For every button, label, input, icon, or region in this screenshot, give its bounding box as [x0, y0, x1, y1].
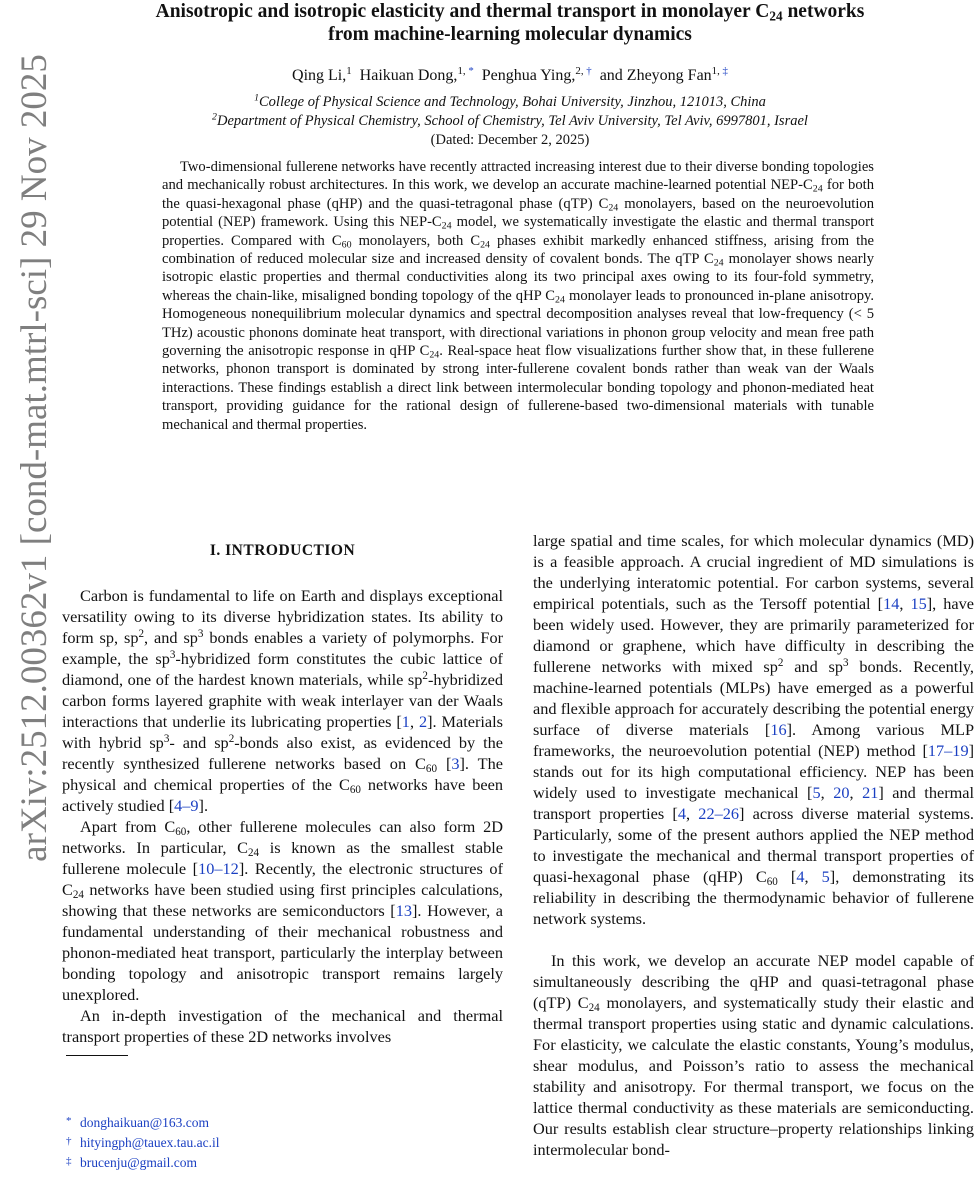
left-column [62, 540, 503, 1047]
title-line-1: Anisotropic and isotropic elasticity and thermal transport in monolayer C [155, 1, 770, 22]
footnote-link-dagger[interactable]: † [586, 65, 592, 78]
right-column [533, 530, 974, 1160]
footnote-item [66, 1132, 220, 1152]
section-heading-introduction: I. INTRODUCTION [209, 542, 356, 559]
intro-paragraph-3-continued: large spatial and time scales, for which molecular dynamics (MD) is a feasible approach. A crucial ingredient of MD simulations is the underlying interatomic potential. For carbon systems, several empirical potentials, such as the Tersoff potential [14, 15], have been widely used. However, they are primarily parameterized for diamond or graphene, which have difficulty in describing the fullerene networks with mixed $sp^2$ and $sp^3$ bonds. Recently, machine-learned potentials (MLPs) have emerged as a powerful and flexible approach for accurately describing the potential energy surface of diverse materials [16]. Among various MLP frameworks, the neuroevolution potential (NEP) method [17–19] stands out for its high computational efficiency. NEP has been widely used to investigate mechanical [5, 20, 21] and thermal transport properties [4, 22–26] across diverse material systems. Particularly, some of the present authors applied the NEP method to investigate the mechanical and thermal transport properties of quasi-hexagonal phase (qHP) $C_{60}$ [4, 5], demonstrating its reliability in describing the thermodynamic behavior of fullerene network systems. [533, 531, 975, 928]
footnote-mark: † [66, 1135, 72, 1147]
affiliation-text: College of Physical Science and Technology, Bohai University, Jinzhou, 121013, China [259, 94, 766, 110]
footnote-link-star[interactable]: * [468, 65, 474, 78]
citation-link[interactable]: 21 [862, 783, 879, 802]
citation-link[interactable]: 1 [401, 712, 410, 731]
citation-link[interactable]: 2 [418, 712, 428, 731]
author-affil-mark: 1 [346, 65, 352, 78]
citation-link[interactable]: 4–9 [174, 796, 199, 815]
author-affil-mark: 1, * [457, 65, 474, 78]
paper-title [40, 0, 980, 46]
affiliation-number: 1 [254, 92, 259, 104]
footnote-item [66, 1152, 220, 1172]
title-line-2: from machine-learning molecular dynamics [328, 24, 692, 45]
intro-paragraph-2: Apart from $C_{60}$, other fullerene molecules can also form 2D networks. In particular, $C_{24}$ is known as the smallest stable fullerene molecule [10–12]. Recently, the electronic structures of $C_{24}$ networks have been studied using first principles calculations, showing that these networks are semiconductors [13]. However, a fundamental understanding of their mechanical robustness and phonon-mediated heat transport, particularly the interplay between bonding topology and anisotropic transport remains largely unexplored. [62, 817, 503, 1004]
citation-link[interactable]: 20 [833, 783, 850, 802]
citation-link[interactable]: 4 [796, 867, 805, 886]
footnote-email-link[interactable]: brucenju@gmail.com [80, 1155, 198, 1170]
intro-paragraph-4: In this work, we develop an accurate NEP model capable of simultaneously describing the qHP and quasi-tetragonal phase (qTP) $C_{24}$ monolayers, and systematically study their elastic and thermal transport properties using static and dynamic calculations. For elasticity, we calculate the elastic constants, Young’s modulus, shear modulus, and Poisson’s ratio to assess the mechanical stability and anisotropy. For thermal transport, we focus on the lattice thermal conductivity as these materials are semiconducting. Our results establish clear structure–property relationships linking intermolecular bond- [533, 951, 974, 1159]
author-name: Penghua Ying, [481, 67, 576, 84]
citation-link[interactable]: 17–19 [927, 741, 969, 760]
affiliation-text: Department of Physical Chemistry, School of Chemistry, Tel Aviv University, Tel Aviv, 6997801, Israel [216, 113, 808, 129]
citation-link[interactable]: 10–12 [198, 859, 239, 878]
footnote-mark: * [66, 1115, 72, 1127]
citation-link[interactable]: 13 [395, 901, 413, 920]
author-name: Haikuan Dong, [359, 67, 458, 84]
citation-link[interactable]: 14 [883, 594, 900, 613]
citation-link[interactable]: 15 [910, 594, 927, 613]
footnote-item [66, 1112, 220, 1132]
author-affil-mark: 1, ‡ [711, 65, 728, 78]
citation-link[interactable]: 3 [451, 754, 460, 773]
intro-paragraph-3-start: An in-depth investigation of the mechanical and thermal transport properties of these 2D networks involves [62, 1006, 503, 1046]
title-subscript: 24 [769, 8, 783, 24]
affiliation-number: 2 [212, 111, 217, 123]
footnote-link-double-dagger[interactable]: ‡ [722, 65, 728, 78]
author-list [40, 66, 980, 86]
footnotes [66, 1112, 220, 1172]
citation-link[interactable]: 5 [821, 867, 830, 886]
date-line: (Dated: December 2, 2025) [430, 132, 590, 148]
citation-link[interactable]: 5 [812, 783, 821, 802]
author-name: Qing Li, [292, 67, 347, 84]
arxiv-identifier-stamp: arXiv:2512.00362v1 [cond-mat.mtrl-sci] 29 Nov 2025 [14, 54, 55, 862]
citation-link[interactable]: 4 [677, 804, 686, 823]
intro-paragraph-1: Carbon is fundamental to life on Earth and displays exceptional versatility owing to its diverse hybridization states. Its ability to form sp, $sp^2$, and $sp^3$ bonds enables a variety of polymorphs. For example, the $sp^3$-hybridized form constitutes the cubic lattice of diamond, one of the hardest known materials, while $sp^2$-hybridized carbon forms layered graphite with weak interlayer van der Waals interactions that underlie its lubricating properties [1, 2]. Materials with hybrid $sp^3-$ and $sp^2$-bonds also exist, as evidenced by the recently synthesized fullerene networks based on $C_{60}$ [3]. The physical and chemical properties of the $C_{60}$ networks have been actively studied [4–9]. [62, 586, 504, 815]
affiliation-1 [40, 93, 980, 111]
title-line-1-end: networks [782, 1, 865, 22]
footnote-divider [66, 1055, 128, 1056]
abstract: Two-dimensional fullerene networks have recently attracted increasing interest due to their diverse bonding topologies and mechanically robust architectures. In this work, we develop an accurate machine-learned potential NEP-$C_{24}$ for both the quasi-hexagonal phase (qHP) and the quasi-tetragonal phase (qTP) $C_{24}$ monolayers, based on the neuroevolution potential (NEP) framework. Using this NEP-$C_{24}$ model, we systematically investigate the elastic and thermal transport properties. Compared with $C_{60}$ monolayers, both $C_{24}$ phases exhibit markedly enhanced stiffness, arising from the combination of reduced molecular size and increased density of covalent bonds. The qTP $C_{24}$ monolayer shows nearly isotropic elastic properties and thermal conductivities along its two principal axes owing to its four-fold symmetry, whereas the chain-like, misaligned bonding topology of the qHP $C_{24}$ monolayer leads to pronounced in-plane anisotropy. Homogeneous nonequilibrium molecular dynamics and spectral decomposition analyses reveal that low-frequency (< 5 THz) acoustic phonons dominate heat transport, with directional variations in phonon group velocity and mean free path governing the anisotropic response in qHP $C_{24}$. Real-space heat flow visualizations further show that, in these fullerene networks, phonon transport is dominated by strong inter-fullerene covalent bonds rather than weak van der Waals interactions. These findings establish a direct link between intermolecular bonding topology and phonon-mediated heat transport, providing guidance for the rational design of fullerene-based two-dimensional materials with tunable mechanical and thermal properties. [162, 159, 875, 433]
affiliation-2 [40, 112, 980, 130]
author-affil-mark: 2, † [575, 65, 592, 78]
footnote-email-link[interactable]: hityingph@tauex.tau.ac.il [80, 1135, 220, 1150]
citation-link[interactable]: 22–26 [698, 804, 739, 823]
author-name: and Zheyong Fan [599, 67, 712, 84]
footnote-email-link[interactable]: donghaikuan@163.com [80, 1115, 210, 1130]
citation-link[interactable]: 16 [770, 720, 787, 739]
footnote-mark: ‡ [66, 1155, 72, 1167]
